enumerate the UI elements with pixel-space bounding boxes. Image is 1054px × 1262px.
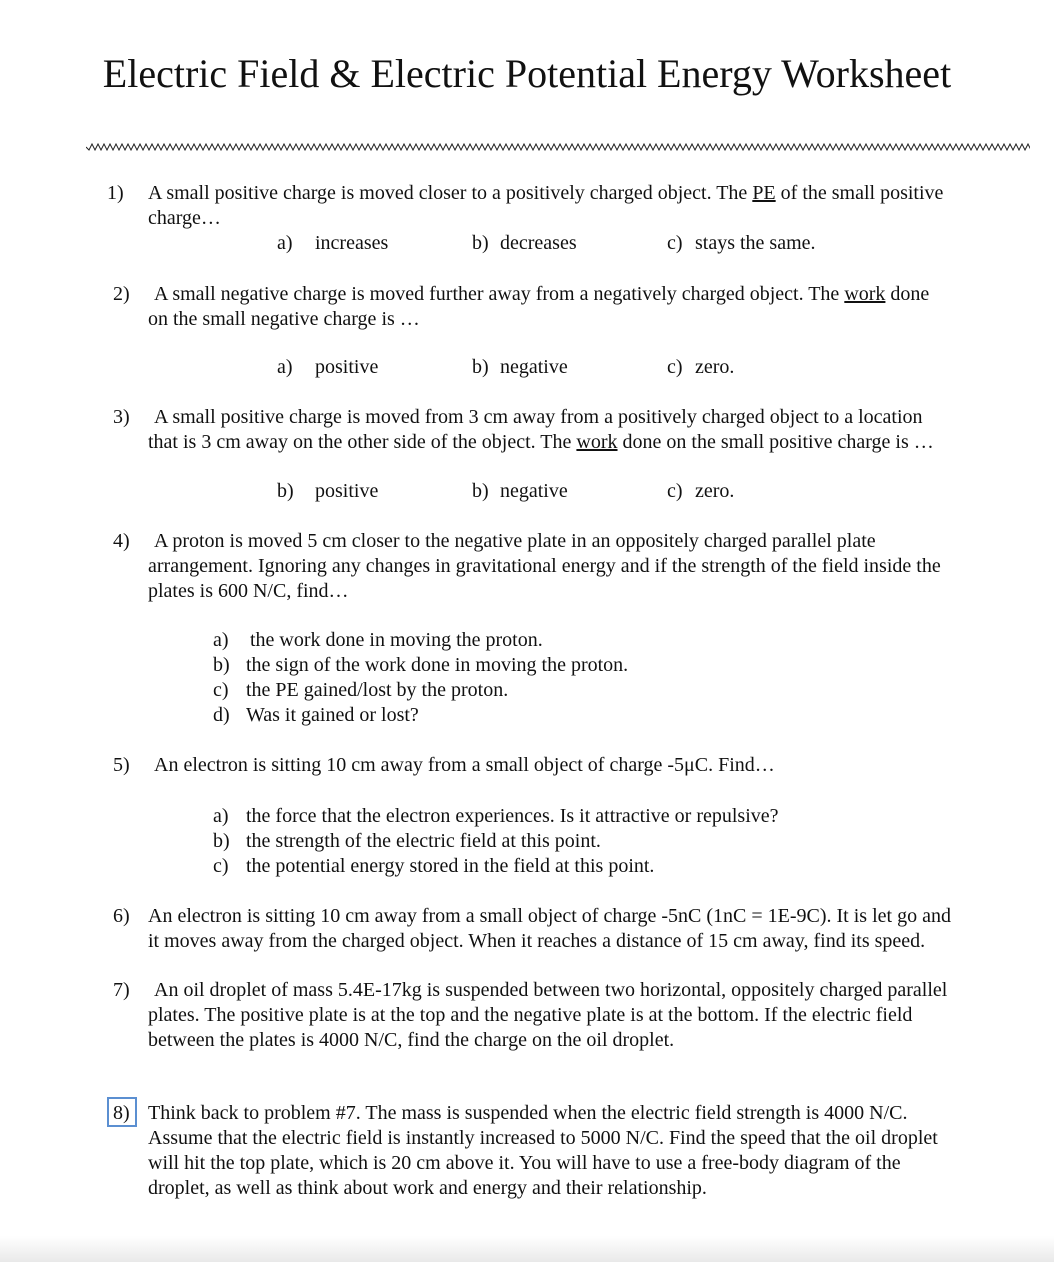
question-text-line: A small negative charge is moved further away from a negatively charged object. The work done bbox=[154, 283, 930, 305]
question-number: 5) bbox=[113, 754, 130, 776]
question-text-line: A small positive charge is moved closer to a positively charged object. The PE of the small positive bbox=[148, 182, 944, 204]
question-text-line: on the small negative charge is … bbox=[148, 308, 420, 330]
question-text-line: plates. The positive plate is at the top and the negative plate is at the bottom. If the electric field bbox=[148, 1004, 913, 1026]
part-letter: b) bbox=[213, 654, 230, 676]
part-letter: c) bbox=[213, 855, 229, 877]
option-text: negative bbox=[500, 480, 568, 502]
question-number: 3) bbox=[113, 406, 130, 428]
question-text-line: An oil droplet of mass 5.4E-17kg is suspended between two horizontal, oppositely charged parallel bbox=[154, 979, 948, 1001]
question-text-line: An electron is sitting 10 cm away from a small object of charge -5nC (1nC = 1E-9C). It is let go and bbox=[148, 905, 951, 927]
option-text: decreases bbox=[500, 232, 577, 254]
option-letter: a) bbox=[277, 356, 293, 378]
part-text: the sign of the work done in moving the proton. bbox=[246, 654, 629, 676]
question-number: 6) bbox=[113, 905, 130, 927]
question-text-line: it moves away from the charged object. When it reaches a distance of 15 cm away, find its speed. bbox=[148, 930, 926, 952]
part-letter: a) bbox=[213, 629, 229, 651]
wavy-divider bbox=[86, 142, 1030, 152]
question-text-line: A proton is moved 5 cm closer to the negative plate in an oppositely charged parallel plate bbox=[154, 530, 876, 552]
page-bottom-shadow bbox=[0, 1236, 1054, 1262]
question-number: 8) bbox=[113, 1102, 130, 1124]
option-letter: b) bbox=[277, 480, 294, 502]
part-letter: a) bbox=[213, 805, 229, 827]
question-text-line: droplet, as well as think about work and energy and their relationship. bbox=[148, 1177, 707, 1199]
option-text: increases bbox=[315, 232, 389, 254]
question-text-line: that is 3 cm away on the other side of the object. The work done on the small positive charge is … bbox=[148, 431, 934, 453]
question-text-line: between the plates is 4000 N/C, find the charge on the oil droplet. bbox=[148, 1029, 675, 1051]
question-number: 7) bbox=[113, 979, 130, 1001]
question-text-line: arrangement. Ignoring any changes in gravitational energy and if the strength of the field inside the bbox=[148, 555, 941, 577]
underlined-term: work bbox=[844, 283, 886, 305]
option-letter: c) bbox=[667, 480, 683, 502]
option-text: zero. bbox=[695, 480, 735, 502]
part-text: the work done in moving the proton. bbox=[250, 629, 543, 651]
option-text: negative bbox=[500, 356, 568, 378]
question-text-line: A small positive charge is moved from 3 cm away from a positively charged object to a location bbox=[154, 406, 923, 428]
question-number: 2) bbox=[113, 283, 130, 305]
question-text-line: Assume that the electric field is instantly increased to 5000 N/C. Find the speed that the oil droplet bbox=[148, 1127, 938, 1149]
option-text: positive bbox=[315, 480, 379, 502]
question-text-line: plates is 600 N/C, find… bbox=[148, 580, 349, 602]
option-letter: c) bbox=[667, 232, 683, 254]
option-letter: b) bbox=[472, 356, 489, 378]
question-text-line: Think back to problem #7. The mass is suspended when the electric field strength is 4000 N/C. bbox=[148, 1102, 908, 1124]
part-text: the potential energy stored in the field at this point. bbox=[246, 855, 655, 877]
part-text: the force that the electron experiences. Is it attractive or repulsive? bbox=[246, 805, 779, 827]
question-text-line: An electron is sitting 10 cm away from a small object of charge -5μC. Find… bbox=[154, 754, 775, 776]
part-letter: d) bbox=[213, 704, 230, 726]
option-text: zero. bbox=[695, 356, 735, 378]
worksheet-title: Electric Field & Electric Potential Energy Worksheet bbox=[102, 51, 952, 96]
part-letter: c) bbox=[213, 679, 229, 701]
part-letter: b) bbox=[213, 830, 230, 852]
part-text: the PE gained/lost by the proton. bbox=[246, 679, 509, 701]
question-number: 4) bbox=[113, 530, 130, 552]
option-text: stays the same. bbox=[695, 232, 816, 254]
part-text: the strength of the electric field at this point. bbox=[246, 830, 601, 852]
option-letter: a) bbox=[277, 232, 293, 254]
underlined-term: work bbox=[576, 431, 618, 453]
part-text: Was it gained or lost? bbox=[246, 704, 419, 726]
option-letter: b) bbox=[472, 232, 489, 254]
question-text-line: will hit the top plate, which is 20 cm above it. You will have to use a free-body diagram of the bbox=[148, 1152, 901, 1174]
option-text: positive bbox=[315, 356, 379, 378]
option-letter: b) bbox=[472, 480, 489, 502]
question-number: 1) bbox=[107, 182, 124, 204]
option-letter: c) bbox=[667, 356, 683, 378]
underlined-term: PE bbox=[752, 182, 776, 204]
question-text-line: charge… bbox=[148, 207, 221, 229]
